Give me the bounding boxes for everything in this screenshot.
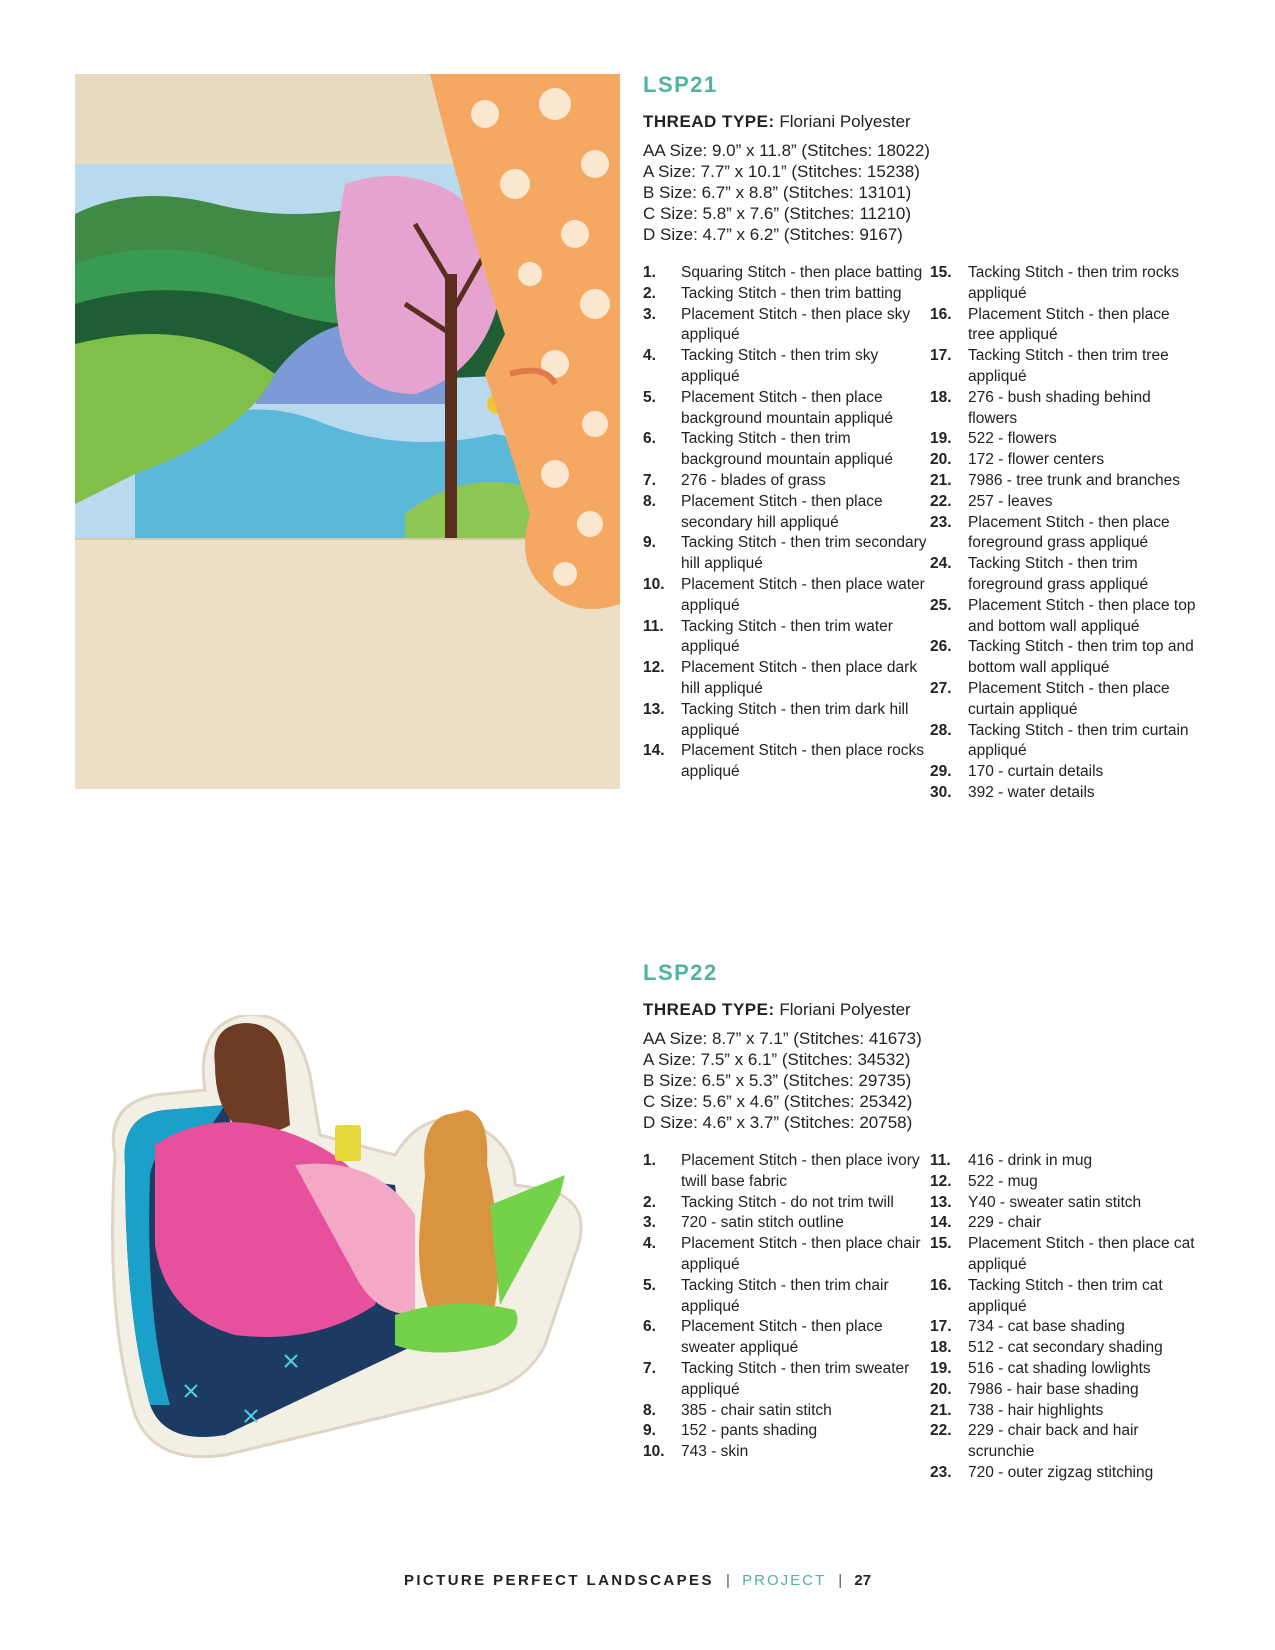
size-line: B Size: 6.7” x 8.8” (Stitches: 13101)	[643, 183, 912, 202]
step-number: 1.	[643, 264, 656, 281]
step-text: 229 - chair back and hair scrunchie	[968, 1422, 1139, 1461]
step-number: 7.	[643, 1359, 656, 1377]
size-line: A Size: 7.7” x 10.1” (Stitches: 15238)	[643, 162, 920, 181]
step-text: 720 - outer zigzag stitching	[968, 1463, 1154, 1481]
step-item	[930, 1380, 1200, 1401]
step-number: 9.	[643, 1422, 656, 1440]
step-text: Placement Stitch - then place cat appliqué	[968, 1235, 1195, 1273]
step-item	[930, 492, 1200, 513]
step-number: 23.	[930, 1463, 952, 1481]
step-number: 1.	[643, 1152, 656, 1169]
step-text: Tacking Stitch - then trim cat appliqué	[968, 1276, 1163, 1315]
step-number: 23.	[930, 513, 952, 531]
step-number: 2.	[643, 1193, 656, 1211]
step-item	[643, 471, 930, 492]
publication-title: PICTURE PERFECT LANDSCAPES	[403, 1572, 714, 1589]
step-item	[643, 492, 930, 534]
step-text: Tacking Stitch - then trim sky appliqué	[681, 347, 879, 385]
step-text: Squaring Stitch - then place batting	[681, 264, 923, 281]
step-number: 4.	[643, 1235, 656, 1253]
step-text: Placement Stitch - then place secondary hill appliqué	[681, 492, 883, 531]
thread-type-label: THREAD TYPE:	[643, 112, 775, 131]
step-text: 257 - leaves	[968, 492, 1053, 510]
step-item	[643, 429, 930, 471]
step-number: 18.	[930, 388, 952, 406]
step-item	[930, 513, 1200, 555]
step-item	[930, 450, 1200, 471]
step-text: 522 - flowers	[968, 430, 1057, 448]
step-item	[930, 1421, 1200, 1463]
step-number: 15.	[930, 1235, 952, 1253]
step-item	[930, 1338, 1200, 1359]
size-line: C Size: 5.6” x 4.6” (Stitches: 25342)	[643, 1092, 913, 1111]
step-number: 17.	[930, 1318, 952, 1336]
step-number: 16.	[930, 1276, 952, 1294]
step-item	[930, 471, 1200, 492]
step-number: 3.	[643, 1214, 656, 1232]
step-number: 21.	[930, 1401, 952, 1419]
step-item	[643, 1401, 930, 1422]
step-text: 512 - cat secondary shading	[968, 1339, 1163, 1357]
step-number: 6.	[643, 1318, 656, 1336]
step-number: 5.	[643, 1276, 656, 1294]
step-number: 25.	[930, 596, 952, 614]
step-text: Tacking Stitch - then trim top and bottom wall appliqué	[968, 638, 1194, 677]
step-text: Tacking Stitch - then trim secondary hill appliqué	[681, 534, 927, 573]
step-text: Placement Stitch - then place ivory twill base fabric	[681, 1152, 920, 1190]
thread-type	[643, 112, 1203, 132]
step-item	[643, 284, 930, 305]
step-number: 28.	[930, 721, 952, 739]
step-text: 229 - chair	[968, 1214, 1042, 1232]
step-number: 8.	[643, 492, 656, 510]
step-item	[643, 1317, 930, 1359]
step-number: 2.	[643, 284, 656, 302]
step-text: 385 - chair satin stitch	[681, 1401, 832, 1419]
step-item	[930, 596, 1200, 638]
step-item	[643, 305, 930, 347]
step-text: 734 - cat base shading	[968, 1318, 1125, 1336]
step-item	[643, 1193, 930, 1214]
step-item	[643, 533, 930, 575]
step-item	[930, 1317, 1200, 1338]
step-text: Placement Stitch - then place sky appliqué	[681, 305, 911, 344]
step-item	[643, 658, 930, 700]
step-item	[930, 721, 1200, 763]
step-number: 26.	[930, 638, 952, 656]
step-number: 10.	[643, 575, 665, 593]
step-text: Placement Stitch - then place curtain appliqué	[968, 679, 1170, 718]
step-item	[643, 741, 930, 783]
step-text: 516 - cat shading lowlights	[968, 1359, 1151, 1377]
size-line: AA Size: 9.0” x 11.8” (Stitches: 18022)	[643, 141, 930, 160]
size-line: AA Size: 8.7” x 7.1” (Stitches: 41673)	[643, 1029, 922, 1048]
step-number: 5.	[643, 388, 656, 406]
step-text: 172 - flower centers	[968, 451, 1105, 469]
size-line: C Size: 5.8” x 7.6” (Stitches: 11210)	[643, 204, 912, 223]
step-item	[930, 1359, 1200, 1380]
size-line: B Size: 6.5” x 5.3” (Stitches: 29735)	[643, 1071, 912, 1090]
step-number: 20.	[930, 1380, 952, 1398]
footer-separator: |	[726, 1572, 730, 1589]
step-item	[643, 700, 930, 742]
step-text: 416 - drink in mug	[968, 1152, 1093, 1169]
step-item	[930, 1213, 1200, 1234]
step-list	[643, 1151, 1203, 1484]
step-text: Tacking Stitch - then trim foreground grass appliqué	[968, 555, 1149, 593]
step-number: 8.	[643, 1401, 656, 1419]
step-item	[643, 1421, 930, 1442]
step-item	[643, 1359, 930, 1401]
step-text: Tacking Stitch - then trim tree appliqué	[968, 347, 1169, 385]
step-text: Placement Stitch - then place dark hill appliqué	[681, 659, 918, 697]
size-list	[643, 1028, 1203, 1133]
step-item	[930, 346, 1200, 388]
step-list	[643, 263, 1203, 804]
step-item	[643, 1442, 930, 1463]
step-number: 7.	[643, 471, 656, 489]
step-number: 13.	[930, 1193, 952, 1211]
step-text: 720 - satin stitch outline	[681, 1214, 844, 1232]
step-item	[643, 617, 930, 659]
step-column-left	[643, 1151, 930, 1484]
step-item	[643, 1234, 930, 1276]
step-text: Tacking Stitch - then trim batting	[681, 284, 902, 302]
pattern-section-lsp22	[643, 960, 1203, 1484]
step-text: Tacking Stitch - then trim chair appliqué	[681, 1276, 889, 1315]
step-text: 392 - water details	[968, 783, 1095, 801]
step-item	[643, 388, 930, 430]
step-number: 30.	[930, 783, 952, 801]
step-text: 152 - pants shading	[681, 1422, 818, 1440]
step-item	[930, 554, 1200, 596]
step-text: 7986 - hair base shading	[968, 1380, 1139, 1398]
step-number: 29.	[930, 763, 952, 781]
step-text: Tacking Stitch - then trim rocks appliqué	[968, 264, 1180, 302]
step-text: 7986 - tree trunk and branches	[968, 471, 1180, 489]
step-number: 27.	[930, 679, 952, 697]
step-item	[643, 575, 930, 617]
thread-type-value: Floriani Polyester	[779, 112, 911, 131]
step-item	[930, 1276, 1200, 1318]
step-text: Placement Stitch - then place background mountain appliqué	[681, 388, 893, 427]
landscape-applique-photo	[75, 74, 620, 789]
step-column-right	[930, 1151, 1200, 1484]
thread-type-value: Floriani Polyester	[779, 1000, 911, 1019]
step-text: Placement Stitch - then place tree appliqué	[968, 305, 1170, 344]
size-line: D Size: 4.7” x 6.2” (Stitches: 9167)	[643, 225, 903, 244]
step-text: 170 - curtain details	[968, 763, 1104, 781]
step-number: 13.	[643, 700, 665, 718]
step-text: Placement Stitch - then place rocks appliqué	[681, 742, 924, 781]
step-item	[930, 1234, 1200, 1276]
step-number: 18.	[930, 1339, 952, 1357]
step-item	[930, 263, 1200, 305]
step-item	[930, 783, 1200, 804]
step-item	[930, 388, 1200, 430]
step-column-left	[643, 263, 930, 804]
step-number: 19.	[930, 1359, 952, 1377]
step-text: Placement Stitch - then place sweater appliqué	[681, 1318, 883, 1357]
thread-type-label: THREAD TYPE:	[643, 1000, 775, 1019]
step-number: 22.	[930, 492, 952, 510]
footer-section-label: PROJECT	[742, 1572, 827, 1589]
step-number: 14.	[643, 742, 665, 760]
step-text: 738 - hair highlights	[968, 1401, 1104, 1419]
step-item	[930, 1151, 1200, 1172]
step-text: Placement Stitch - then place chair appliqué	[681, 1235, 921, 1273]
step-text: Placement Stitch - then place top and bottom wall appliqué	[968, 596, 1196, 635]
step-number: 20.	[930, 451, 952, 469]
step-text: Y40 - sweater satin stitch	[968, 1193, 1142, 1211]
page-footer	[0, 1572, 1275, 1589]
step-item	[643, 1213, 930, 1234]
step-number: 12.	[643, 659, 665, 677]
step-number: 14.	[930, 1214, 952, 1232]
step-item	[930, 305, 1200, 347]
step-item	[930, 637, 1200, 679]
step-item	[930, 1193, 1200, 1214]
step-item	[930, 1401, 1200, 1422]
step-item	[643, 1151, 930, 1193]
page-number: 27	[854, 1572, 872, 1589]
step-number: 21.	[930, 471, 952, 489]
size-line: A Size: 7.5” x 6.1” (Stitches: 34532)	[643, 1050, 911, 1069]
size-line: D Size: 4.6” x 3.7” (Stitches: 20758)	[643, 1113, 913, 1132]
step-item	[930, 679, 1200, 721]
step-number: 24.	[930, 555, 952, 573]
step-number: 12.	[930, 1172, 952, 1190]
step-text: Tacking Stitch - do not trim twill	[681, 1193, 894, 1211]
step-text: Tacking Stitch - then trim dark hill appliqué	[681, 700, 909, 739]
step-number: 16.	[930, 305, 952, 323]
footer-separator: |	[838, 1572, 843, 1589]
step-text: Tacking Stitch - then trim curtain appliqué	[968, 721, 1189, 760]
step-text: Tacking Stitch - then trim water appliqué	[681, 617, 893, 656]
step-number: 9.	[643, 534, 656, 552]
step-item	[643, 263, 930, 284]
step-text: 276 - bush shading behind flowers	[968, 388, 1151, 427]
step-item	[930, 1172, 1200, 1193]
step-number: 19.	[930, 430, 952, 448]
step-number: 6.	[643, 430, 656, 448]
pattern-code: LSP21	[643, 72, 718, 97]
step-text: Tacking Stitch - then trim sweater appliqué	[681, 1359, 910, 1398]
step-item	[643, 346, 930, 388]
pattern-code: LSP22	[643, 960, 718, 985]
woman-cat-patch-photo	[95, 1015, 615, 1465]
step-item	[930, 762, 1200, 783]
step-number: 17.	[930, 347, 952, 365]
step-number: 15.	[930, 264, 952, 281]
thread-type	[643, 1000, 1203, 1020]
step-text: 276 - blades of grass	[681, 471, 826, 489]
step-number: 11.	[643, 617, 664, 635]
step-text: Placement Stitch - then place water appliqué	[681, 575, 925, 614]
step-text: Placement Stitch - then place foreground grass appliqué	[968, 513, 1170, 552]
pattern-section-lsp21	[643, 72, 1203, 804]
step-number: 10.	[643, 1443, 665, 1461]
step-number: 3.	[643, 305, 656, 323]
step-text: 743 - skin	[681, 1443, 749, 1461]
step-column-right	[930, 263, 1200, 804]
step-item	[643, 1276, 930, 1318]
step-item	[930, 429, 1200, 450]
step-item	[930, 1463, 1200, 1484]
step-number: 22.	[930, 1422, 952, 1440]
step-text: Tacking Stitch - then trim background mountain appliqué	[681, 430, 893, 469]
step-text: 522 - mug	[968, 1172, 1038, 1190]
step-number: 4.	[643, 347, 656, 365]
step-number: 11.	[930, 1152, 951, 1169]
size-list	[643, 140, 1203, 245]
